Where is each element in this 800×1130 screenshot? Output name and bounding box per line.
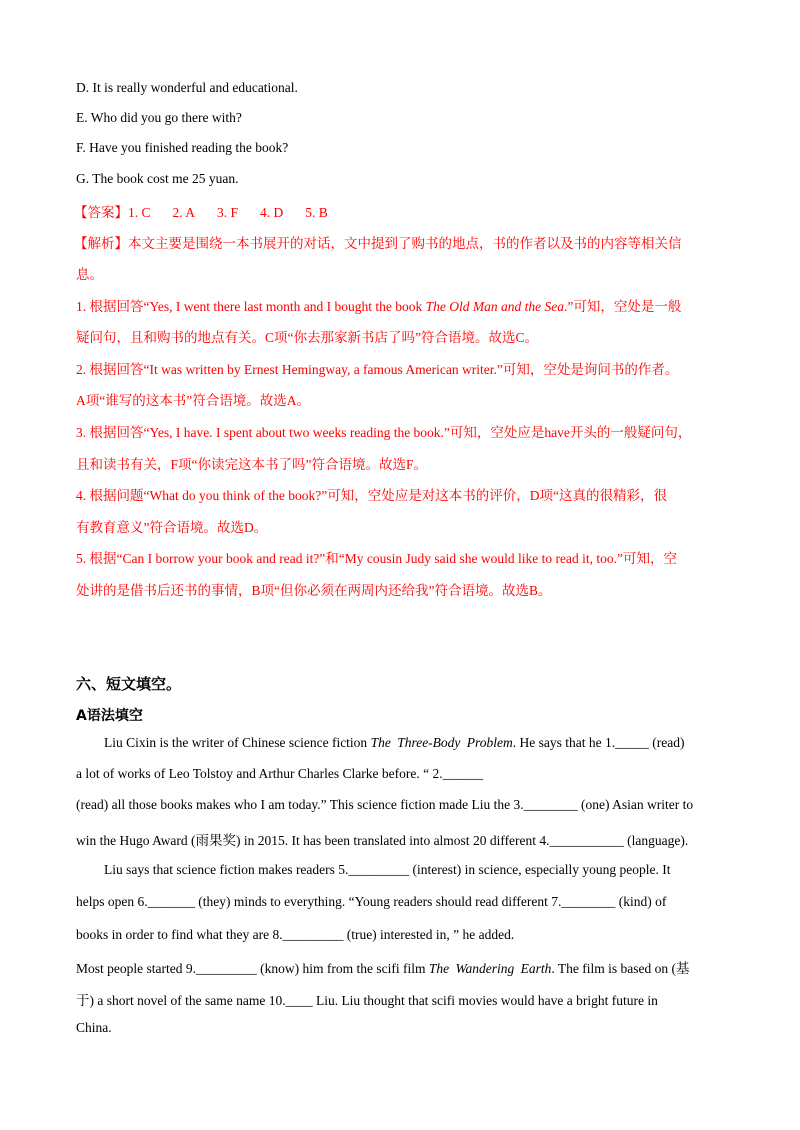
section-title: 六、短文填空。: [76, 675, 182, 693]
analysis-p5: 5. 根据“Can I borrow your book and read it?”和“My cousin Judy said she would like to read it, too.”可知，空: [76, 551, 678, 566]
analysis-p1-text: .”可知，空处是一般: [563, 299, 682, 314]
passage-line: (read) all those books makes who I am today.” This science fiction made Liu the 3.________ (one) Asian writer to: [76, 797, 694, 812]
option-f: F. Have you finished reading the book?: [76, 140, 289, 155]
analysis-p3-cont: 且和读书有关，F项“你读完这本书了吗”符合语境。故选F。: [76, 457, 427, 472]
analysis-label: 【解析】: [74, 236, 128, 251]
passage-text: . The film is based on (基: [551, 961, 690, 976]
passage-line: [104, 735, 685, 751]
passage-text: . He says that he 1._____ (read): [512, 735, 685, 750]
film-title: The Wandering Earth: [428, 961, 552, 976]
analysis-intro-text: 本文主要是围绕一本书展开的对话，文中提到了购书的地点，书的作者以及书的内容等相关信: [128, 236, 682, 251]
analysis-p3: 3. 根据回答“Yes, I have. I spent about two weeks reading the book.”可知，空处应是have开头的一般疑问句，: [76, 425, 692, 440]
passage-line: a lot of works of Leo Tolstoy and Arthur Charles Clarke before. “ 2.______: [76, 766, 484, 781]
passage-line: helps open 6._______ (they) minds to everything. “Young readers should read different 7.________ (kind) of: [76, 894, 667, 909]
analysis-intro-cont: 息。: [76, 267, 103, 282]
passage-text: Liu Cixin is the writer of Chinese science fiction: [104, 735, 371, 750]
passage-line: [76, 957, 689, 977]
analysis-p2: 2. 根据回答“It was written by Ernest Hemingway, a famous American writer.”可知，空处是询问书的作者。: [76, 362, 679, 377]
book-title: The Three-Body Problem: [370, 735, 513, 750]
answer-label: 【答案】: [74, 205, 128, 220]
passage-line: win the Hugo Award (雨果奖) in 2015. It has been translated into almost 20 different 4.___________ (language).: [76, 833, 689, 848]
analysis-p5-cont: 处讲的是借书后还书的事情，B项“但你必须在两周内还给我”符合语境。故选B。: [76, 583, 552, 598]
section-subtitle: A语法填空: [76, 708, 143, 724]
answer-item: 4. D: [260, 205, 284, 220]
option-d: D. It is really wonderful and educational.: [76, 80, 298, 95]
analysis-p1-cont: 疑问句，且和购书的地点有关。C项“你去那家新书店了吗”符合语境。故选C。: [76, 330, 538, 345]
passage-text: Most people started 9._________ (know) him from the scifi film: [76, 961, 429, 976]
answer-item: 5. B: [305, 205, 328, 220]
analysis-p1: [76, 295, 681, 315]
passage-line: 于) a short novel of the same name 10.____ Liu. Liu thought that scifi movies would have a bright future in: [76, 993, 658, 1008]
passage-line: Liu says that science fiction makes readers 5._________ (interest) in science, especially young people. It: [104, 862, 671, 877]
passage-line: books in order to find what they are 8._________ (true) interested in, ” he added.: [76, 927, 515, 942]
analysis-p4-cont: 有教育意义”符合语境。故选D。: [76, 520, 268, 535]
analysis-p2-cont: A项“谁写的这本书”符合语境。故选A。: [76, 393, 310, 408]
answer-item: 1. C: [128, 205, 151, 220]
analysis-p4: 4. 根据问题“What do you think of the book?”可知，空处应是对这本书的评价，D项“这真的很精彩，很: [76, 488, 667, 503]
book-title: The Old Man and the Sea: [425, 299, 564, 314]
option-g: G. The book cost me 25 yuan.: [76, 171, 239, 186]
answer-line: [74, 201, 328, 221]
answer-item: 3. F: [217, 205, 239, 220]
analysis-p1-text: 1. 根据回答“Yes, I went there last month and I bought the book: [76, 299, 426, 314]
option-e: E. Who did you go there with?: [76, 110, 242, 125]
analysis-intro: [74, 232, 682, 252]
answer-item: 2. A: [172, 205, 196, 220]
passage-line: China.: [76, 1020, 112, 1035]
